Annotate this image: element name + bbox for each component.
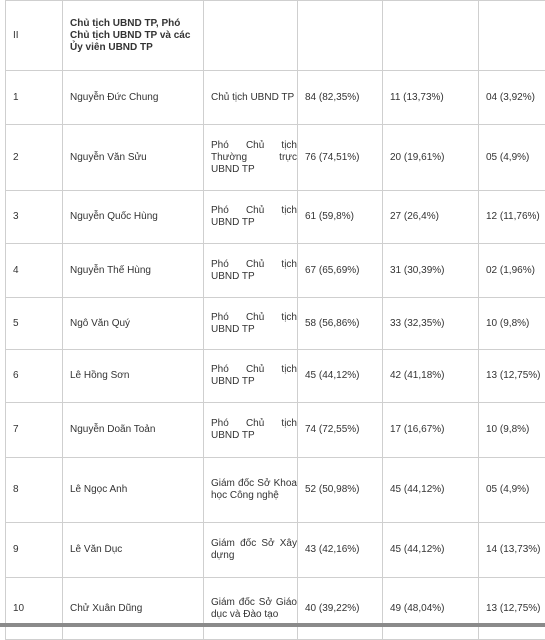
disagree-votes: 13 (12,75%) <box>479 350 545 403</box>
table-row <box>6 71 545 125</box>
agree-votes: 61 (59,8%) <box>298 191 383 244</box>
person-position: Phó Chủ tịch UBND TP <box>204 403 298 458</box>
row-number: 9 <box>6 523 63 578</box>
row-number: 3 <box>6 191 63 244</box>
person-position: Giám đốc Sở Xây dựng <box>204 523 298 578</box>
table-row <box>6 403 545 458</box>
disagree-votes: 10 (9,8%) <box>479 403 545 458</box>
person-position: Giám đốc Sở Khoa học Công nghệ <box>204 458 298 523</box>
agree-votes: 76 (74,51%) <box>298 125 383 191</box>
disagree-votes: 04 (3,92%) <box>479 71 545 125</box>
table-row <box>6 298 545 350</box>
empty-cell <box>204 1 298 71</box>
disagree-votes: 14 (13,73%) <box>479 523 545 578</box>
empty-cell <box>383 1 479 71</box>
agree-votes: 45 (44,12%) <box>298 350 383 403</box>
person-name: Lê Văn Dục <box>63 523 204 578</box>
agree-votes: 58 (56,86%) <box>298 298 383 350</box>
person-position: Chủ tịch UBND TP <box>204 71 298 125</box>
disagree-votes: 02 (1,96%) <box>479 244 545 298</box>
row-number: 1 <box>6 71 63 125</box>
table-row <box>6 125 545 191</box>
row-number: 8 <box>6 458 63 523</box>
neutral-votes: 27 (26,4%) <box>383 191 479 244</box>
table-row <box>6 578 545 640</box>
section-number: II <box>6 1 63 71</box>
section-title: Chủ tịch UBND TP, Phó Chủ tịch UBND TP và các Ủy viên UBND TP <box>70 18 203 54</box>
disagree-votes: 05 (4,9%) <box>479 458 545 523</box>
table-row <box>6 244 545 298</box>
person-name: Nguyễn Thế Hùng <box>63 244 204 298</box>
person-name: Nguyễn Đức Chung <box>63 71 204 125</box>
row-number: 2 <box>6 125 63 191</box>
row-number: 10 <box>6 578 63 640</box>
person-name: Chử Xuân Dũng <box>63 578 204 640</box>
neutral-votes: 49 (48,04%) <box>383 578 479 640</box>
agree-votes: 43 (42,16%) <box>298 523 383 578</box>
person-position: Phó Chủ tịch UBND TP <box>204 298 298 350</box>
person-name: Lê Hồng Sơn <box>63 350 204 403</box>
person-position: Phó Chủ tịch UBND TP <box>204 350 298 403</box>
person-name: Ngô Văn Quý <box>63 298 204 350</box>
person-name: Nguyễn Doãn Toản <box>63 403 204 458</box>
agree-votes: 74 (72,55%) <box>298 403 383 458</box>
section-title-cell <box>63 1 204 71</box>
neutral-votes: 45 (44,12%) <box>383 523 479 578</box>
disagree-votes: 10 (9,8%) <box>479 298 545 350</box>
person-name: Nguyễn Quốc Hùng <box>63 191 204 244</box>
row-number: 6 <box>6 350 63 403</box>
neutral-votes: 42 (41,18%) <box>383 350 479 403</box>
neutral-votes: 11 (13,73%) <box>383 71 479 125</box>
disagree-votes: 13 (12,75%) <box>479 578 545 640</box>
row-number: 5 <box>6 298 63 350</box>
disagree-votes: 12 (11,76%) <box>479 191 545 244</box>
table-row <box>6 350 545 403</box>
agree-votes: 84 (82,35%) <box>298 71 383 125</box>
disagree-votes: 05 (4,9%) <box>479 125 545 191</box>
vote-results-table <box>5 0 545 640</box>
neutral-votes: 45 (44,12%) <box>383 458 479 523</box>
agree-votes: 52 (50,98%) <box>298 458 383 523</box>
row-number: 4 <box>6 244 63 298</box>
table-row <box>6 191 545 244</box>
empty-cell <box>298 1 383 71</box>
bottom-divider <box>0 623 545 627</box>
table-row <box>6 458 545 523</box>
person-position: Phó Chủ tịch UBND TP <box>204 191 298 244</box>
section-header-row <box>6 1 545 71</box>
person-position: Phó Chủ tịch UBND TP <box>204 244 298 298</box>
empty-cell <box>479 1 545 71</box>
person-name: Nguyễn Văn Sửu <box>63 125 204 191</box>
person-name: Lê Ngọc Anh <box>63 458 204 523</box>
person-position: Giám đốc Sở Giáo dục và Đào tạo <box>204 578 298 640</box>
table-row <box>6 523 545 578</box>
agree-votes: 40 (39,22%) <box>298 578 383 640</box>
neutral-votes: 17 (16,67%) <box>383 403 479 458</box>
row-number: 7 <box>6 403 63 458</box>
neutral-votes: 33 (32,35%) <box>383 298 479 350</box>
agree-votes: 67 (65,69%) <box>298 244 383 298</box>
neutral-votes: 20 (19,61%) <box>383 125 479 191</box>
neutral-votes: 31 (30,39%) <box>383 244 479 298</box>
person-position: Phó Chủ tịch Thường trực UBND TP <box>204 125 298 191</box>
